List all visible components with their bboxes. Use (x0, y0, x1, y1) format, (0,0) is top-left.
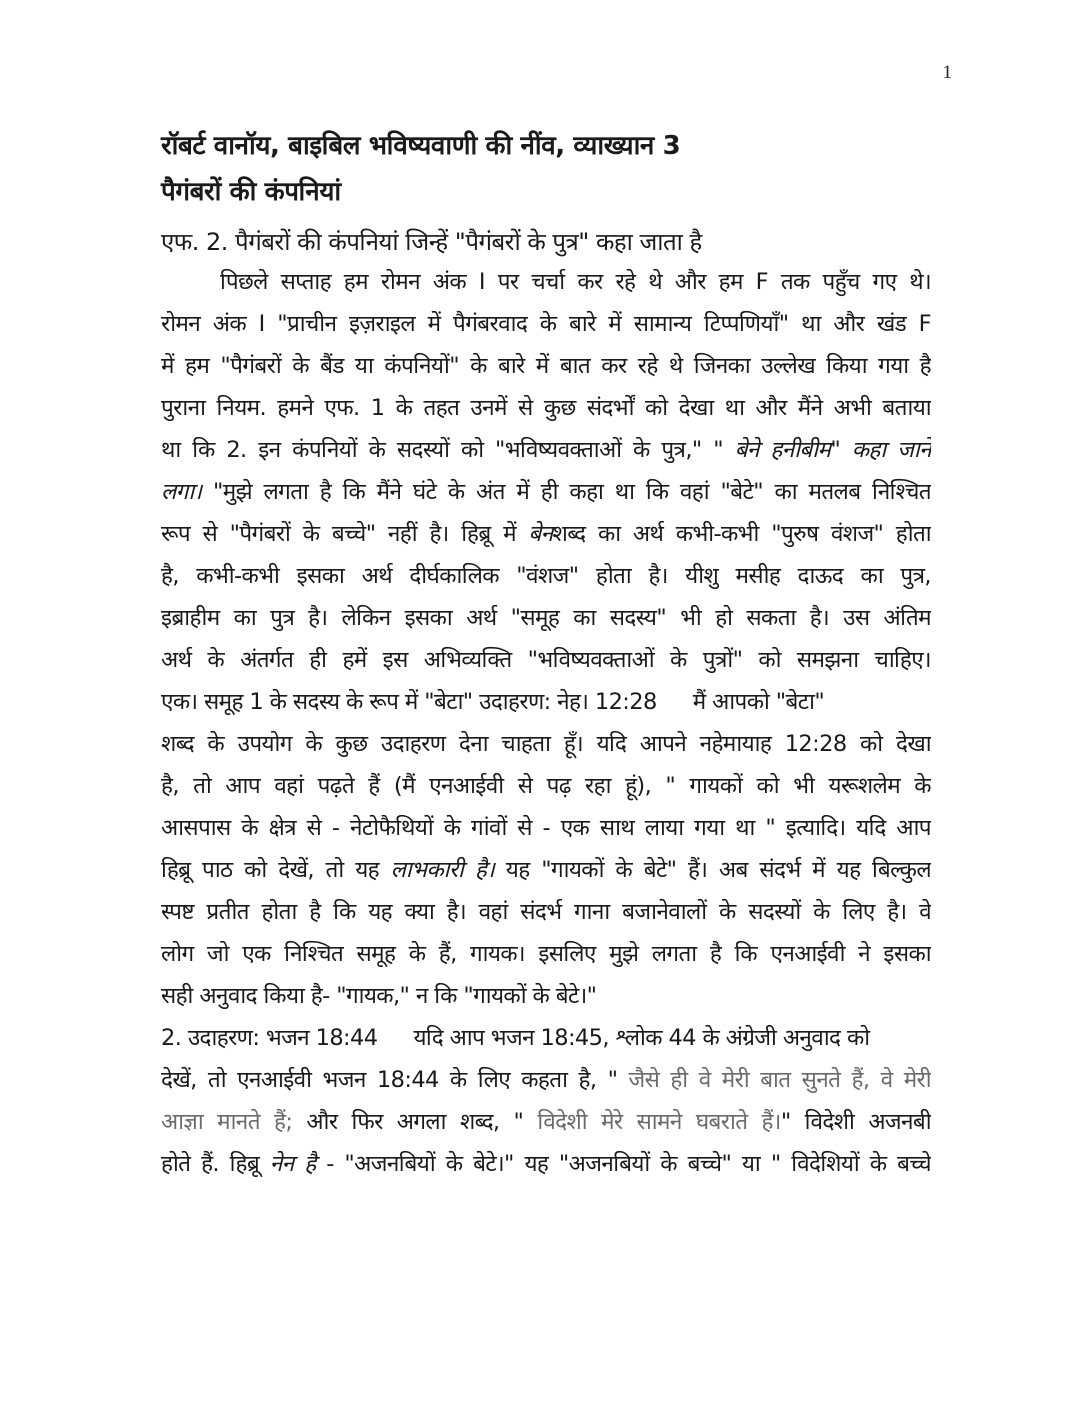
paragraph-line: लगा। "मुझे लगता है कि मैंने घंटे के अंत में ही कहा था कि वहां "बेटे" का मतलब निश्चित (161, 479, 931, 505)
section-heading: एफ. 2. पैगंबरों की कंपनियां जिन्हें "पैगंबरों के पुत्र" कहा जाता है (161, 228, 702, 256)
paragraph-line: देखें, तो एनआईवी भजन 18:44 के लिए कहता है, " जैसे ही वे मेरी बात सुनते हैं, वे मेरी (161, 1067, 931, 1093)
paragraph-line: इब्राहीम का पुत्र है। लेकिन इसका अर्थ "समूह का सदस्य" भी हो सकता है। उस अंतिम (161, 605, 931, 631)
italic-hebrew-term: बेने हनीबीम" कहा जाने (734, 437, 931, 463)
paragraph-line: अर्थ के अंतर्गत ही हमें इस अभिव्यक्ति "भविष्यवक्ताओं के पुत्रों" को समझना चाहिए। (161, 647, 931, 673)
paragraph-line: शब्द के उपयोग के कुछ उदाहरण देना चाहता हूँ। यदि आपने नहेमायाह 12:28 को देखा (161, 731, 931, 757)
paragraph-line: है, तो आप वहां पढ़ते हैं (मैं एनआईवी से पढ़ रहा हूं), " गायकों को भी यरूशलेम के (161, 773, 931, 799)
paragraph-line: आसपास के क्षेत्र से - नेटोफैथियों के गांवों से - एक साथ लाया गया था " इत्यादि। यदि आप (161, 815, 931, 841)
paragraph-line: रोमन अंक I "प्राचीन इज़राइल में पैगंबरवाद के बारे में सामान्य टिप्पणियाँ" था और खंड F (161, 311, 931, 337)
page-number: 1 (942, 62, 952, 83)
paragraph-line: पिछले सप्ताह हम रोमन अंक I पर चर्चा कर रहे थे और हम F तक पहुँच गए थे। (220, 269, 931, 295)
paragraph-line: एक। समूह 1 के सदस्य के रूप में "बेटा" उदाहरण: नेह। 12:28 मैं आपको "बेटा" (161, 689, 825, 715)
paragraph-line: पुराना नियम. हमने एफ. 1 के तहत उनमें से कुछ संदर्भों को देखा था और मैंने अभी बताया (161, 395, 931, 421)
paragraph-line: सही अनुवाद किया है- "गायक," न कि "गायकों के बेटे।" (161, 983, 597, 1009)
paragraph-line: में हम "पैगंबरों के बैंड या कंपनियों" के बारे में बात कर रहे थे जिनका उल्लेख किया गया है (161, 353, 931, 379)
paragraph-line: रूप से "पैगंबरों के बच्चे" नहीं है। हिब्रू में बेनशब्द का अर्थ कभी-कभी "पुरुष वंशज" होता (161, 521, 931, 547)
quoted-verse: आज्ञा मानते हैं; (161, 1109, 307, 1135)
paragraph-line: होते हैं. हिब्रू नेन है - "अजनबियों के बेटे।" यह "अजनबियों के बच्चे" या " विदेशियों के बच्चे (161, 1151, 931, 1177)
paragraph-line: आज्ञा मानते हैं; और फिर अगला शब्द, " विदेशी मेरे सामने घबराते हैं।" विदेशी अजनबी (161, 1109, 931, 1135)
paragraph-line: हिब्रू पाठ को देखें, तो यह लाभकारी है। यह "गायकों के बेटे" हैं। अब संदर्भ में यह बिल्कुल (161, 857, 931, 883)
paragraph-line: स्पष्ट प्रतीत होता है कि यह क्या है। वहां संदर्भ गाना बजानेवालों के सदस्यों के लिए है। वे (161, 899, 931, 925)
paragraph-line: था कि 2. इन कंपनियों के सदस्यों को "भविष्यवक्ताओं के पुत्र," " बेने हनीबीम" कहा जाने (161, 437, 931, 463)
paragraph-line: 2. उदाहरण: भजन 18:44 यदि आप भजन 18:45, श्लोक 44 के अंग्रेजी अनुवाद को (161, 1025, 870, 1051)
italic-text: लगा। (161, 479, 213, 505)
paragraph-line: लोग जो एक निश्चित समूह के हैं, गायक। इसलिए मुझे लगता है कि एनआईवी ने इसका (161, 941, 931, 967)
italic-hebrew-term: लाभकारी है। (390, 857, 495, 883)
document-subtitle: पैगंबरों की कंपनियां (161, 177, 341, 207)
italic-hebrew-term: नेन है (269, 1151, 316, 1177)
quoted-verse: विदेशी मेरे सामने घबराते हैं। (537, 1109, 781, 1135)
quoted-verse: जैसे ही वे मेरी बात सुनते हैं, वे मेरी (628, 1067, 931, 1093)
italic-hebrew-term: बेन (528, 521, 553, 547)
document-title: रॉबर्ट वानॉय, बाइबिल भविष्यवाणी की नींव, व्याख्यान 3 (161, 131, 681, 161)
paragraph-line: है, कभी-कभी इसका अर्थ दीर्घकालिक "वंशज" होता है। यीशु मसीह दाऊद का पुत्र, (161, 563, 931, 589)
